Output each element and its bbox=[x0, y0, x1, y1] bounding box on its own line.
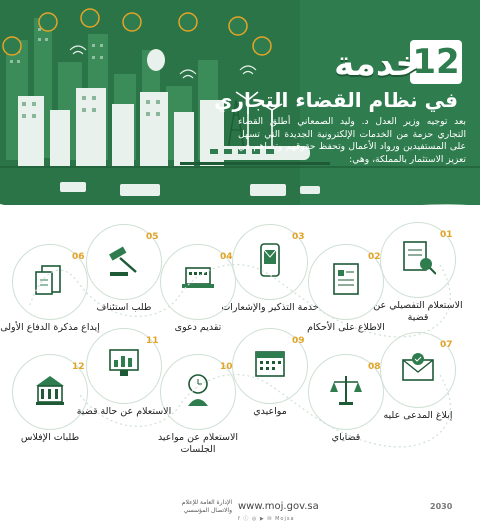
header-banner bbox=[0, 0, 480, 205]
service-number: 08 bbox=[368, 362, 381, 372]
service-number: 12 bbox=[72, 362, 85, 372]
service-number: 07 bbox=[440, 340, 453, 350]
service-label: طلب استئناف bbox=[96, 302, 152, 313]
department-name: الإدارة العامة للإعلام والاتصال المؤسسي bbox=[181, 499, 232, 514]
service-label: تقديم دعوى bbox=[174, 322, 222, 333]
service-number: 03 bbox=[292, 232, 305, 242]
intro-paragraph: بعد توجيه وزير العدل د. وليد الصمعاني أطلق القضاء التجاري حزمة من الخدمات الإلكترونية الجديدة التي تسهل على المستفيدين ورواد الأعمال وتحفظ حقوقهم وتساهم في تعزيز الاستثمار بالمملكة، وهي: bbox=[238, 116, 466, 165]
website-link[interactable]: www.moj.gov.sa bbox=[238, 501, 319, 512]
service-label: إبلاغ المدعى عليه bbox=[383, 410, 453, 421]
service-number: 06 bbox=[72, 252, 85, 262]
title-word: خدمة bbox=[334, 44, 420, 84]
service-label: قضاياي bbox=[331, 432, 361, 443]
vision-2030-logo: 2030 bbox=[430, 502, 453, 511]
service-label: الاطلاع على الأحكام bbox=[307, 322, 385, 333]
service-number: 09 bbox=[292, 336, 305, 346]
service-number: 05 bbox=[146, 232, 159, 242]
service-number: 02 bbox=[368, 252, 381, 262]
service-label: الاستعلام التفصيلي عن قضية bbox=[373, 300, 463, 323]
service-number: 01 bbox=[440, 230, 453, 240]
service-number: 10 bbox=[220, 362, 233, 372]
service-number: 11 bbox=[146, 336, 159, 346]
service-label: طلبات الإفلاس bbox=[20, 432, 80, 443]
service-label: خدمة التذكير والإشعارات bbox=[221, 302, 319, 313]
service-label: مواعيدي bbox=[253, 406, 287, 417]
service-label: الاستعلام عن حالة قضية bbox=[76, 406, 172, 417]
service-path-line bbox=[0, 205, 480, 475]
service-label: إيداع مذكرة الدفاع الأولى bbox=[0, 322, 100, 333]
social-links[interactable]: f ⓘ ◎ ▶ ✉ Mojsa bbox=[238, 516, 295, 522]
page-subtitle: في نظام القضاء التجاري bbox=[214, 88, 458, 112]
service-number: 04 bbox=[220, 252, 233, 262]
service-count-badge: 12 bbox=[410, 40, 462, 84]
service-label: الاستعلام عن مواعيد الجلسات bbox=[157, 432, 239, 455]
